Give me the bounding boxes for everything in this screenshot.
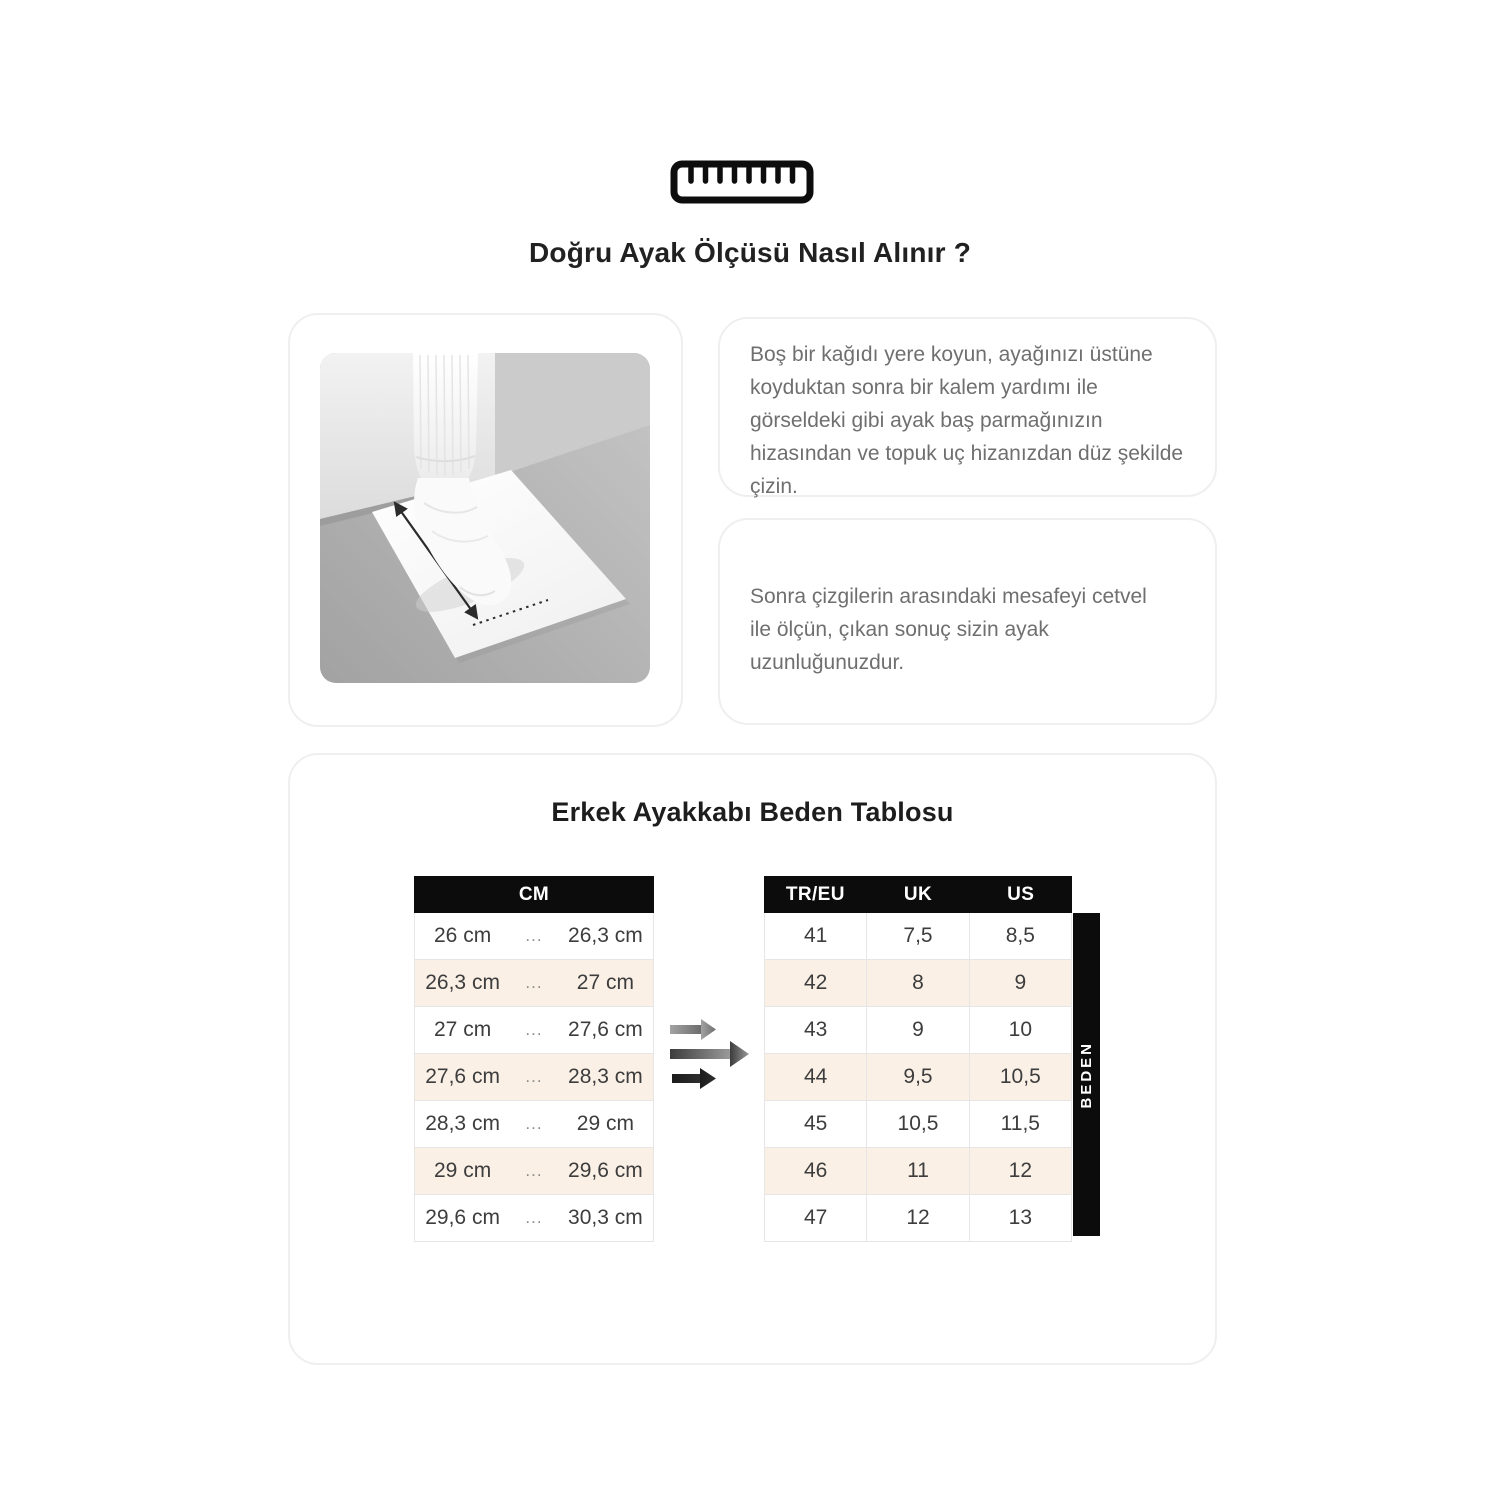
uk-size-value: 10,5	[866, 1101, 968, 1147]
size-table-row	[765, 913, 1071, 960]
uk-size-value: 9	[866, 1007, 968, 1053]
instruction-step2-text: Sonra çizgilerin arasındaki mesafeyi cetvel ile ölçün, çıkan sonuç sizin ayak uzunluğunuzdur.	[750, 585, 1147, 674]
size-table-row	[765, 1007, 1071, 1054]
us-size-value: 10	[969, 1007, 1071, 1053]
cm-to-value: 30,3 cm	[568, 1206, 643, 1229]
size-table-row	[765, 1195, 1071, 1242]
cm-from-value: 29,6 cm	[425, 1206, 500, 1229]
size-table-row	[765, 1054, 1071, 1101]
cm-separator: ...	[525, 1020, 543, 1039]
cm-separator: ...	[525, 1067, 543, 1086]
size-table-row	[765, 1101, 1071, 1148]
beden-side-label	[1073, 913, 1100, 1236]
cm-to-value: 29 cm	[576, 1112, 634, 1135]
treu-size-value: 41	[803, 924, 828, 947]
uk-size-value: 9,5	[866, 1054, 968, 1100]
uk-size-value: 11	[866, 1148, 968, 1194]
treu-size-value: 43	[803, 1018, 828, 1041]
us-size-value: 8,5	[969, 913, 1071, 959]
cm-separator: ...	[525, 1114, 543, 1133]
ruler-icon	[670, 160, 814, 204]
cm-table-row	[415, 1101, 653, 1148]
foot-measurement-photo	[320, 353, 650, 683]
size-header-uk: UK	[903, 883, 933, 905]
cm-table-row	[415, 1148, 653, 1195]
size-table	[764, 876, 1072, 1242]
cm-table-header	[414, 876, 654, 913]
us-size-value: 9	[969, 960, 1071, 1006]
instruction-card-1	[718, 317, 1217, 497]
size-table-row	[765, 960, 1071, 1007]
cm-to-value: 28,3 cm	[568, 1065, 643, 1088]
page-title: Doğru Ayak Ölçüsü Nasıl Alınır ?	[528, 237, 972, 268]
cm-table-body	[414, 913, 654, 1242]
instruction-step1-text: Boş bir kağıdı yere koyun, ayağınızı üstüne koyduktan sonra bir kalem yardımı ile görseldeki gibi ayak baş parmağınızın hizasından ve topuk uç hizanızdan düz şekilde çizin.	[750, 343, 1184, 498]
instruction-card-2	[718, 518, 1217, 725]
treu-size-value: 46	[803, 1159, 828, 1182]
cm-from-value: 26,3 cm	[425, 971, 500, 994]
cm-from-value: 26 cm	[434, 924, 492, 947]
cm-table-row	[415, 1195, 653, 1242]
cm-header-label: CM	[518, 883, 550, 905]
foot-measurement-card	[288, 313, 683, 727]
us-size-value: 10,5	[969, 1054, 1071, 1100]
size-table-row	[765, 1148, 1071, 1195]
us-size-value: 12	[969, 1148, 1071, 1194]
cm-separator: ...	[525, 926, 543, 945]
cm-from-value: 27 cm	[434, 1018, 492, 1041]
cm-to-value: 27,6 cm	[568, 1018, 643, 1041]
size-header-us: US	[1007, 883, 1035, 905]
size-chart-card	[288, 753, 1217, 1365]
cm-table-row	[415, 1007, 653, 1054]
cm-separator: ...	[525, 1161, 543, 1180]
beden-label-text: BEDEN	[1078, 1040, 1095, 1109]
cm-from-value: 29 cm	[434, 1159, 492, 1182]
sock-leg	[413, 353, 478, 480]
cm-table	[414, 876, 654, 1242]
uk-size-value: 12	[866, 1195, 968, 1241]
cm-to-value: 27 cm	[576, 971, 634, 994]
uk-size-value: 8	[866, 960, 968, 1006]
size-chart-title: Erkek Ayakkabı Beden Tablosu	[551, 797, 954, 827]
treu-size-value: 47	[803, 1206, 828, 1229]
three-right-arrows-icon	[668, 1014, 750, 1098]
cm-table-row	[415, 960, 653, 1007]
uk-size-value: 7,5	[866, 913, 968, 959]
treu-size-value: 45	[803, 1112, 828, 1135]
treu-size-value: 42	[803, 971, 828, 994]
size-table-body	[764, 913, 1072, 1242]
cm-to-value: 26,3 cm	[568, 924, 643, 947]
cm-separator: ...	[525, 1208, 543, 1227]
treu-size-value: 44	[803, 1065, 828, 1088]
cm-from-value: 27,6 cm	[425, 1065, 500, 1088]
cm-to-value: 29,6 cm	[568, 1159, 643, 1182]
cm-from-value: 28,3 cm	[425, 1112, 500, 1135]
size-table-header	[764, 876, 1072, 913]
size-header-treu: TR/EU	[785, 883, 845, 905]
cm-separator: ...	[525, 973, 543, 992]
cm-table-row	[415, 1054, 653, 1101]
us-size-value: 11,5	[969, 1101, 1071, 1147]
us-size-value: 13	[969, 1195, 1071, 1241]
cm-table-row	[415, 913, 653, 960]
